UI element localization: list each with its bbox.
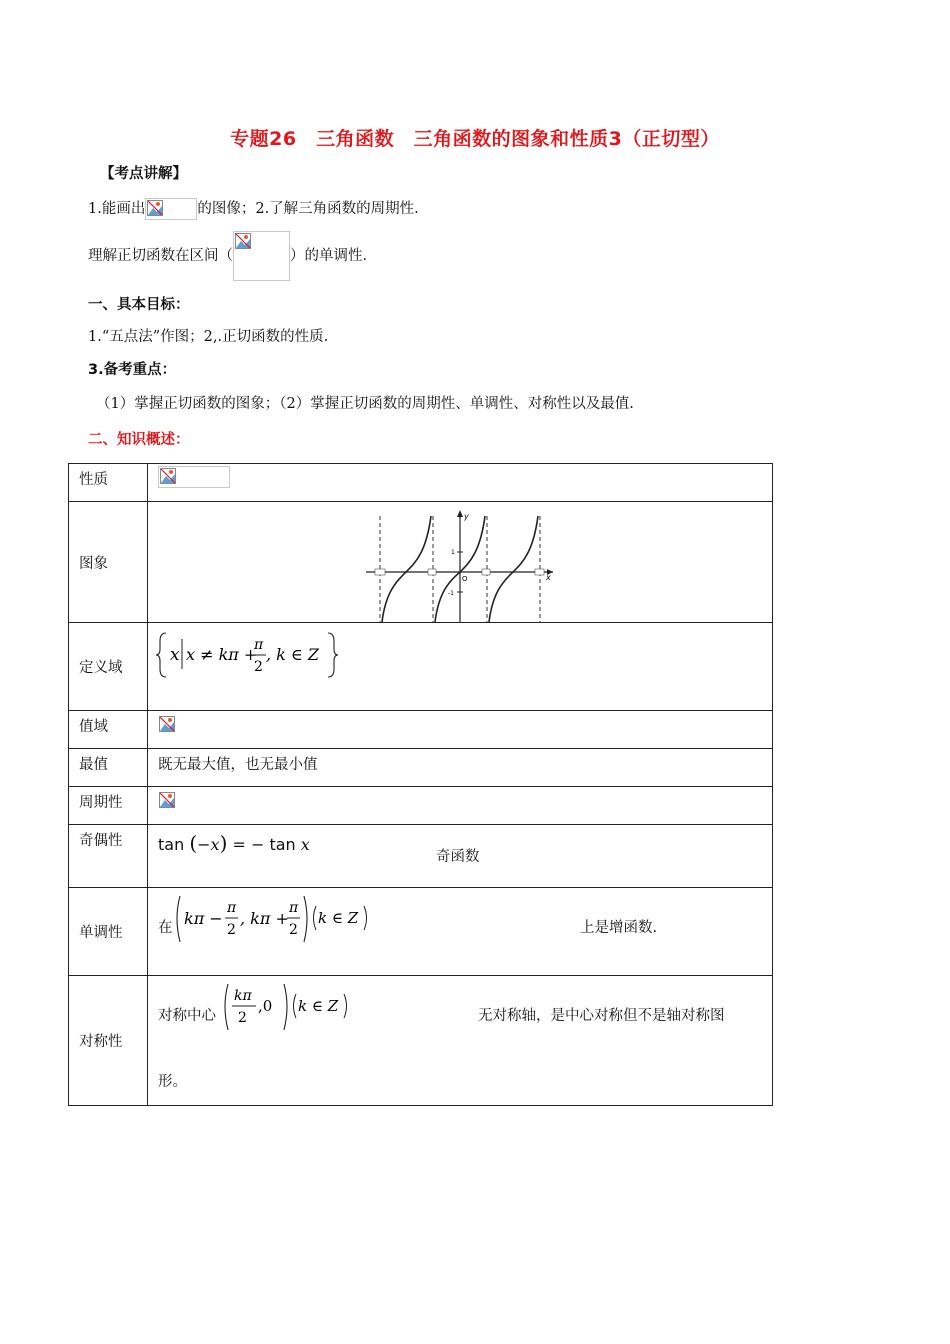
table-row <box>69 749 773 787</box>
sym-prefix: 对称中心 <box>158 1008 216 1024</box>
parity-text: 奇函数 <box>436 849 480 865</box>
table-row <box>69 464 773 502</box>
line2-text-b: ）的单调性. <box>290 248 368 264</box>
line2-text-a: 理解正切函数在区间（ <box>88 248 233 264</box>
y-axis-arrow <box>457 510 463 517</box>
table-row <box>69 888 773 976</box>
row-label-monotonic: 单调性 <box>69 888 148 976</box>
table-row <box>69 825 773 888</box>
svg-text:2: 2 <box>227 922 236 938</box>
cell-property <box>148 464 773 502</box>
domain-k: , k ∈ Z <box>266 645 319 664</box>
broken-image-icon <box>145 198 197 220</box>
monotonic-formula <box>174 890 374 948</box>
line-1 <box>88 198 419 220</box>
page-title: 专题26 三角函数 三角函数的图象和性质3（正切型） <box>230 128 720 150</box>
line1-text-b: 的图像；2.了解三角函数的周期性. <box>197 201 419 217</box>
section-goals: 一、具本目标： <box>88 297 190 313</box>
svg-text:π: π <box>289 900 299 916</box>
cell-monotonic <box>148 888 773 976</box>
domain-x: x <box>170 645 180 665</box>
cell-domain <box>148 623 773 711</box>
table-row <box>69 787 773 825</box>
axis-mark <box>375 569 385 575</box>
cell-period <box>148 787 773 825</box>
broken-image-icon <box>233 231 290 281</box>
table-row <box>69 623 773 711</box>
mono-prefix: 在 <box>158 920 173 936</box>
x-axis-label: x <box>546 573 551 582</box>
domain-formula <box>156 625 356 685</box>
svg-text:2: 2 <box>289 922 298 938</box>
svg-text:k ∈ Z: k ∈ Z <box>318 909 359 927</box>
axis-mark <box>535 569 544 575</box>
broken-image-icon <box>158 466 230 488</box>
tangent-graph <box>148 502 772 622</box>
row-label-period: 周期性 <box>69 787 148 825</box>
broken-image-icon <box>158 791 176 809</box>
table-row <box>69 711 773 749</box>
domain-pi: π <box>254 637 264 653</box>
svg-text:k ∈ Z: k ∈ Z <box>298 997 339 1015</box>
parity-formula: tan (−x) = − tan x <box>158 831 310 855</box>
row-label-symmetry: 对称性 <box>69 976 148 1106</box>
domain-condition: x ≠ kπ + <box>186 645 258 664</box>
row-label-domain: 定义域 <box>69 623 148 711</box>
row-label-extreme: 最值 <box>69 749 148 787</box>
svg-text:π: π <box>227 900 237 916</box>
tangent-branch <box>489 516 538 622</box>
table-row <box>69 502 773 623</box>
tick-label-neg-one: -1 <box>448 590 454 597</box>
row-label-property: 性质 <box>69 464 148 502</box>
cell-symmetry <box>148 976 773 1106</box>
broken-image-icon <box>158 715 176 733</box>
y-axis-label: y <box>464 512 469 521</box>
row-label-parity: 奇偶性 <box>69 825 148 888</box>
tick-label-one: 1 <box>451 549 455 556</box>
svg-text:, kπ +: , kπ + <box>240 909 289 928</box>
axis-mark <box>482 569 490 575</box>
section-focus: 3.备考重点： <box>88 362 177 378</box>
table-row <box>69 976 773 1106</box>
row-label-graph: 图象 <box>69 502 148 623</box>
goal-1: 1.“五点法”作图；2,.正切函数的性质. <box>88 329 329 345</box>
line-2 <box>88 230 367 282</box>
mono-text: 上是增函数. <box>580 920 658 936</box>
row-label-range: 值域 <box>69 711 148 749</box>
sym-text-2: 形。 <box>158 1074 187 1090</box>
properties-table <box>68 463 773 1106</box>
section-overview: 二、知识概述： <box>88 432 190 448</box>
svg-text:2: 2 <box>238 1010 247 1026</box>
cell-graph <box>148 502 773 623</box>
svg-text:kπ −: kπ − <box>184 909 223 928</box>
section-kaodian: 【考点讲解】 <box>100 166 187 182</box>
svg-text:kπ: kπ <box>234 988 252 1004</box>
origin-label: O <box>462 575 468 583</box>
line1-text-a: 1.能画出 <box>88 201 146 217</box>
cell-parity <box>148 825 773 888</box>
cell-extreme: 既无最大值，也无最小值 <box>148 749 773 787</box>
sym-text: 无对称轴，是中心对称但不是轴对称图 <box>478 1008 725 1024</box>
tangent-branch <box>382 516 431 622</box>
axis-mark <box>428 569 436 575</box>
cell-range <box>148 711 773 749</box>
svg-text:,0: ,0 <box>258 997 273 1015</box>
symmetry-formula <box>222 978 352 1036</box>
domain-two: 2 <box>254 659 263 675</box>
focus-1: （1）掌握正切函数的图象；（2）掌握正切函数的周期性、单调性、对称性以及最值. <box>96 396 634 412</box>
